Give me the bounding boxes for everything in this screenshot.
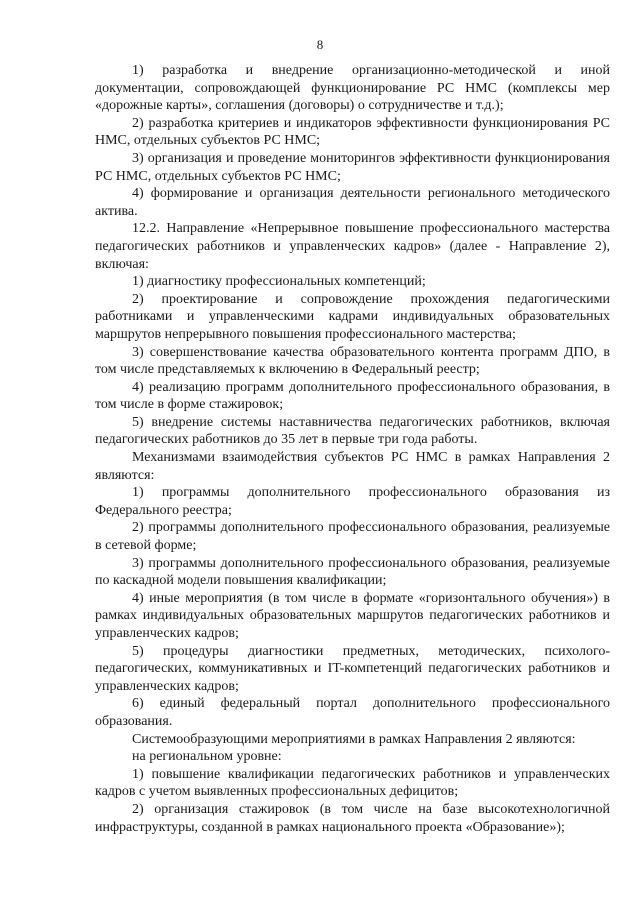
paragraph-15: 4) иные мероприятия (в том числе в формате «горизонтального обучения») в рамках индивидуальных образовательных маршрутов педагогических работников и управленческих кадров; [95, 590, 610, 641]
paragraph-13: 2) программы дополнительного профессионального образования, реализуемые в сетевой форме; [95, 520, 610, 554]
paragraph-17: 6) единый федеральный портал дополнительного профессионального образования. [95, 696, 610, 729]
paragraph-3: 3) организация и проведение мониторингов эффективности функционирования РС НМС, отдельных субъектов РС НМС; [95, 150, 610, 184]
paragraph-9: 4) реализацию программ дополнительного профессионального образования, в том числе в форме стажировок; [95, 379, 610, 413]
paragraph-19: на региональном уровне: [132, 749, 282, 765]
document-body [95, 62, 610, 836]
paragraph-1: 1) разработка и внедрение организационно-методической и иной документации, сопровождающей функционирование РС НМС (комплексы мер «дорожные карты», соглашения (договоры) о сотрудничестве и т.д.); [95, 63, 610, 114]
paragraph-16: 5) процедуры диагностики предметных, методических, психолого-педагогических, коммуникативных и IT-компетенций педагогических работников и управленческих кадров; [95, 643, 610, 694]
paragraph-6: 1) диагностику профессиональных компетенций; [132, 274, 426, 290]
paragraph-11: Механизмами взаимодействия субъектов РС НМС в рамках Направления 2 являются: [95, 450, 610, 483]
paragraph-21: 2) организация стажировок (в том числе на базе высокотехнологичной инфраструктуры, созданной в рамках национального проекта «Образование»); [95, 801, 610, 835]
page-number: 8 [316, 37, 324, 52]
paragraph-8: 3) совершенствование качества образовательного контента программ ДПО, в том числе представляемых к включению в Федеральный реестр; [95, 344, 610, 378]
paragraph-14: 3) программы дополнительного профессионального образования, реализуемые по каскадной модели повышения квалификации; [95, 555, 610, 589]
paragraph-7: 2) проектирование и сопровождение прохождения педагогическими работниками и управленческими кадрами индивидуальных образовательных маршрутов непрерывного повышения профессионального мастерства; [95, 291, 610, 342]
paragraph-4: 4) формирование и организация деятельности регионального методического актива. [95, 186, 610, 219]
paragraph-5: 12.2. Направление «Непрерывное повышение профессионального мастерства педагогических работников и управленческих кадров» (далее - Направление 2), включая: [95, 221, 610, 272]
paragraph-10: 5) внедрение системы наставничества педагогических работников, включая педагогических работников до 35 лет в первые три года работы. [95, 414, 610, 448]
paragraph-20: 1) повышение квалификации педагогических работников и управленческих кадров с учетом выявленных профессиональных дефицитов; [95, 766, 610, 800]
paragraph-12: 1) программы дополнительного профессионального образования из Федерального реестра; [95, 485, 610, 518]
paragraph-18: Системообразующими мероприятиями в рамках Направления 2 являются: [132, 731, 576, 747]
paragraph-2: 2) разработка критериев и индикаторов эффективности функционирования РС НМС, отдельных субъектов РС НМС; [95, 115, 610, 149]
